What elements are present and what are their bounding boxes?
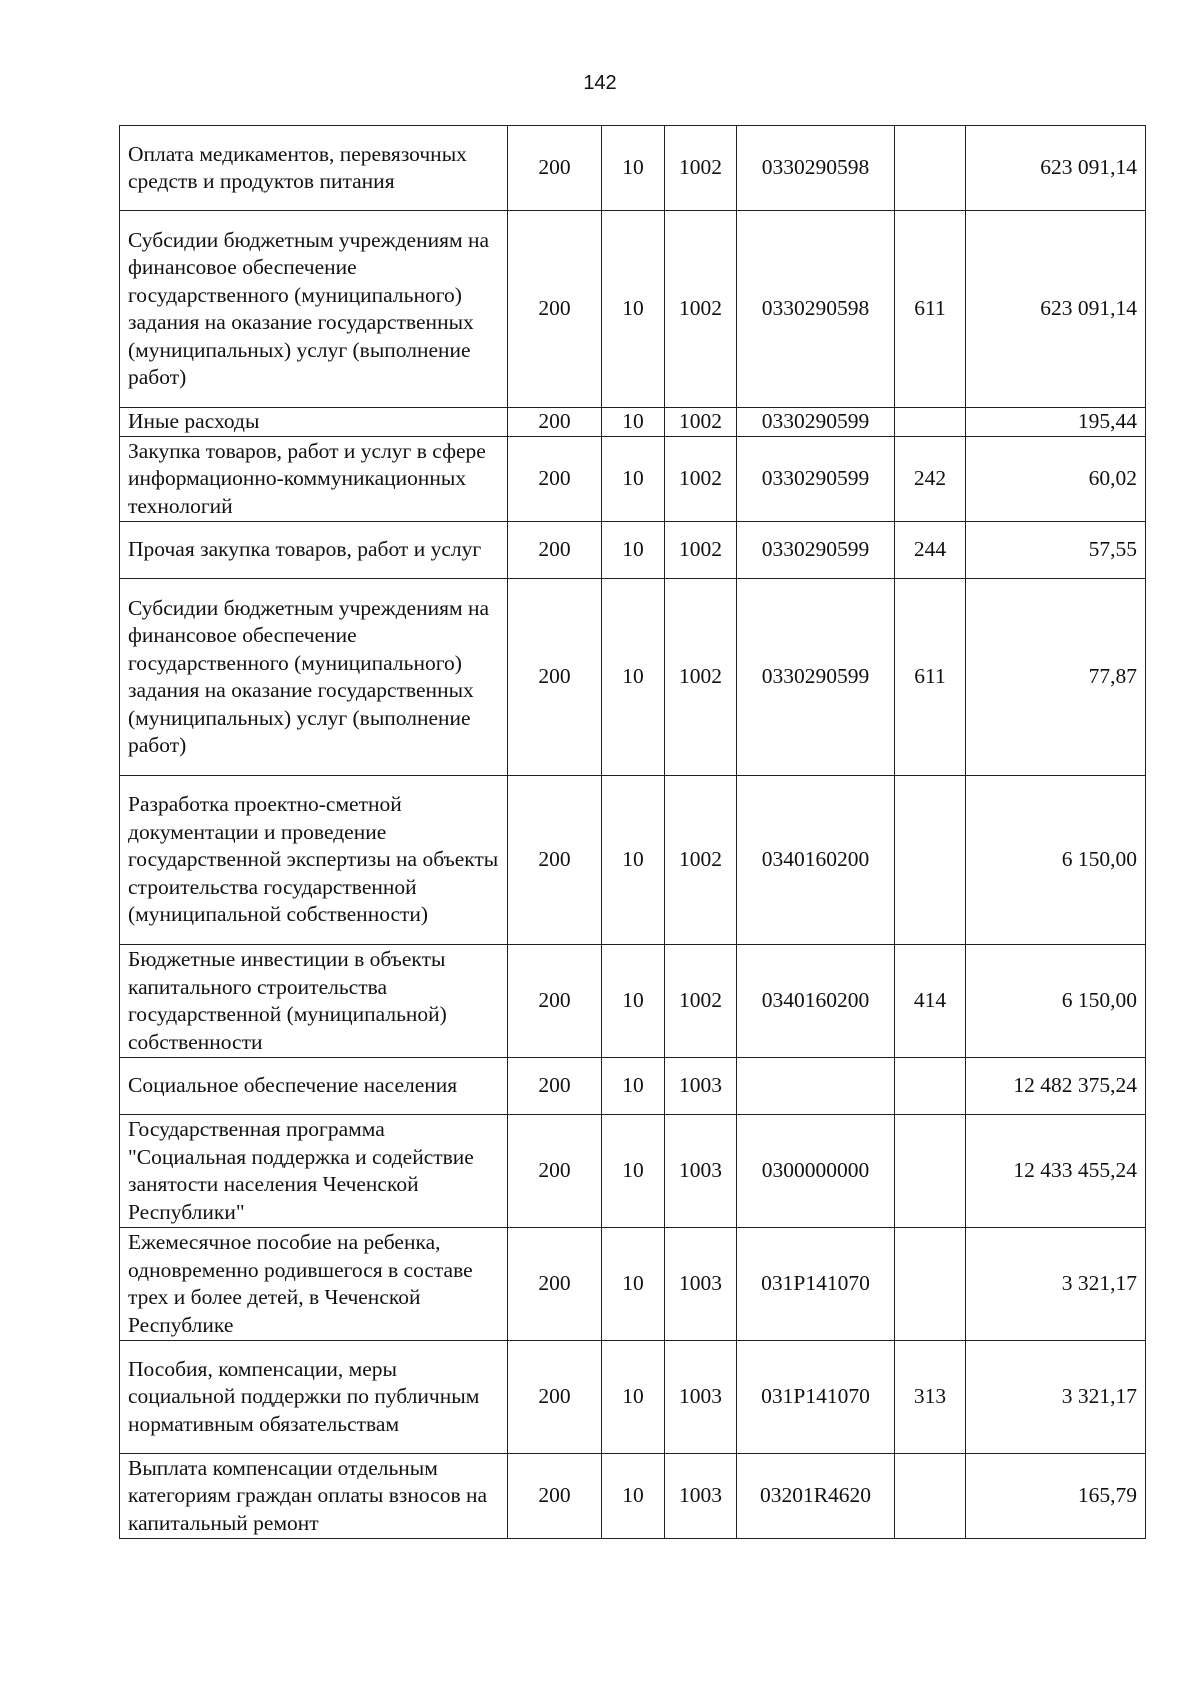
table-row: [120, 776, 1146, 945]
table-row: [120, 1115, 1146, 1228]
table-row: [120, 1058, 1146, 1115]
target-article-code: 0300000000: [737, 1115, 895, 1228]
ministry-code: 200: [508, 579, 602, 776]
ministry-code: 200: [508, 945, 602, 1058]
target-article-code: [737, 1058, 895, 1115]
table-row: [120, 945, 1146, 1058]
subsection-code: 1003: [665, 1115, 737, 1228]
amount: 12 482 375,24: [966, 1058, 1146, 1115]
subsection-code: 1002: [665, 579, 737, 776]
target-article-code: 0330290598: [737, 211, 895, 408]
expense-name: Ежемесячное пособие на ребенка, одновременно родившегося в составе трех и более детей, в Чеченской Республике: [120, 1228, 508, 1341]
amount: 60,02: [966, 437, 1146, 522]
expense-name: Разработка проектно-сметной документации и проведение государственной экспертизы на объекты строительства государственной (муниципальной собственности): [120, 776, 508, 945]
subsection-code: 1003: [665, 1228, 737, 1341]
ministry-code: 200: [508, 1115, 602, 1228]
target-article-code: 03201R4620: [737, 1454, 895, 1539]
table-row: [120, 579, 1146, 776]
section-code: 10: [602, 126, 665, 211]
section-code: 10: [602, 437, 665, 522]
expense-type-code: 242: [895, 437, 966, 522]
section-code: 10: [602, 776, 665, 945]
subsection-code: 1002: [665, 211, 737, 408]
amount: 12 433 455,24: [966, 1115, 1146, 1228]
table-row: [120, 1228, 1146, 1341]
subsection-code: 1002: [665, 776, 737, 945]
table-row: [120, 437, 1146, 522]
target-article-code: 0330290598: [737, 126, 895, 211]
expense-type-code: 611: [895, 579, 966, 776]
table-row: [120, 211, 1146, 408]
expense-type-code: 244: [895, 522, 966, 579]
ministry-code: 200: [508, 126, 602, 211]
expense-type-code: [895, 1228, 966, 1341]
subsection-code: 1003: [665, 1454, 737, 1539]
page-number: 142: [583, 72, 617, 94]
table-row: [120, 1454, 1146, 1539]
amount: 623 091,14: [966, 126, 1146, 211]
ministry-code: 200: [508, 437, 602, 522]
target-article-code: 0340160200: [737, 776, 895, 945]
section-code: 10: [602, 945, 665, 1058]
target-article-code: 0330290599: [737, 522, 895, 579]
expense-name: Социальное обеспечение населения: [120, 1058, 508, 1115]
ministry-code: 200: [508, 522, 602, 579]
table-row: [120, 408, 1146, 437]
budget-table: [119, 125, 1146, 1539]
expense-name: Бюджетные инвестиции в объекты капитального строительства государственной (муниципальной) собственности: [120, 945, 508, 1058]
ministry-code: 200: [508, 211, 602, 408]
expense-name: Выплата компенсации отдельным категориям граждан оплаты взносов на капитальный ремонт: [120, 1454, 508, 1539]
expense-type-code: [895, 126, 966, 211]
amount: 195,44: [966, 408, 1146, 437]
amount: 3 321,17: [966, 1228, 1146, 1341]
subsection-code: 1002: [665, 945, 737, 1058]
expense-type-code: [895, 1115, 966, 1228]
expense-name: Оплата медикаментов, перевязочных средств и продуктов питания: [120, 126, 508, 211]
table-row: [120, 126, 1146, 211]
expense-name: Закупка товаров, работ и услуг в сфере информационно-коммуникационных технологий: [120, 437, 508, 522]
amount: 623 091,14: [966, 211, 1146, 408]
subsection-code: 1003: [665, 1341, 737, 1454]
subsection-code: 1002: [665, 437, 737, 522]
section-code: 10: [602, 522, 665, 579]
subsection-code: 1002: [665, 522, 737, 579]
section-code: 10: [602, 1058, 665, 1115]
section-code: 10: [602, 1454, 665, 1539]
expense-name: Субсидии бюджетным учреждениям на финансовое обеспечение государственного (муниципального) задания на оказание государственных (муниципальных) услуг (выполнение работ): [120, 579, 508, 776]
ministry-code: 200: [508, 776, 602, 945]
ministry-code: 200: [508, 1454, 602, 1539]
expense-name: Пособия, компенсации, меры социальной поддержки по публичным нормативным обязательствам: [120, 1341, 508, 1454]
amount: 3 321,17: [966, 1341, 1146, 1454]
expense-type-code: [895, 1058, 966, 1115]
expense-type-code: 313: [895, 1341, 966, 1454]
amount: 6 150,00: [966, 776, 1146, 945]
target-article-code: 0330290599: [737, 579, 895, 776]
section-code: 10: [602, 1228, 665, 1341]
target-article-code: 0330290599: [737, 408, 895, 437]
amount: 6 150,00: [966, 945, 1146, 1058]
ministry-code: 200: [508, 1341, 602, 1454]
table-row: [120, 522, 1146, 579]
ministry-code: 200: [508, 1058, 602, 1115]
table-body: [120, 126, 1146, 1539]
subsection-code: 1003: [665, 1058, 737, 1115]
section-code: 10: [602, 1341, 665, 1454]
target-article-code: 031P141070: [737, 1228, 895, 1341]
expense-type-code: [895, 408, 966, 437]
expense-type-code: 414: [895, 945, 966, 1058]
expense-name: Субсидии бюджетным учреждениям на финансовое обеспечение государственного (муниципального) задания на оказание государственных (муниципальных) услуг (выполнение работ): [120, 211, 508, 408]
amount: 57,55: [966, 522, 1146, 579]
ministry-code: 200: [508, 1228, 602, 1341]
target-article-code: 0340160200: [737, 945, 895, 1058]
subsection-code: 1002: [665, 408, 737, 437]
amount: 77,87: [966, 579, 1146, 776]
expense-type-code: 611: [895, 211, 966, 408]
target-article-code: 0330290599: [737, 437, 895, 522]
amount: 165,79: [966, 1454, 1146, 1539]
expense-name: Прочая закупка товаров, работ и услуг: [120, 522, 508, 579]
table-row: [120, 1341, 1146, 1454]
expense-name: Государственная программа "Социальная поддержка и содействие занятости населения Чеченской Республики": [120, 1115, 508, 1228]
expense-type-code: [895, 1454, 966, 1539]
expense-name: Иные расходы: [120, 408, 508, 437]
expense-type-code: [895, 776, 966, 945]
section-code: 10: [602, 408, 665, 437]
ministry-code: 200: [508, 408, 602, 437]
section-code: 10: [602, 1115, 665, 1228]
section-code: 10: [602, 211, 665, 408]
target-article-code: 031P141070: [737, 1341, 895, 1454]
section-code: 10: [602, 579, 665, 776]
subsection-code: 1002: [665, 126, 737, 211]
